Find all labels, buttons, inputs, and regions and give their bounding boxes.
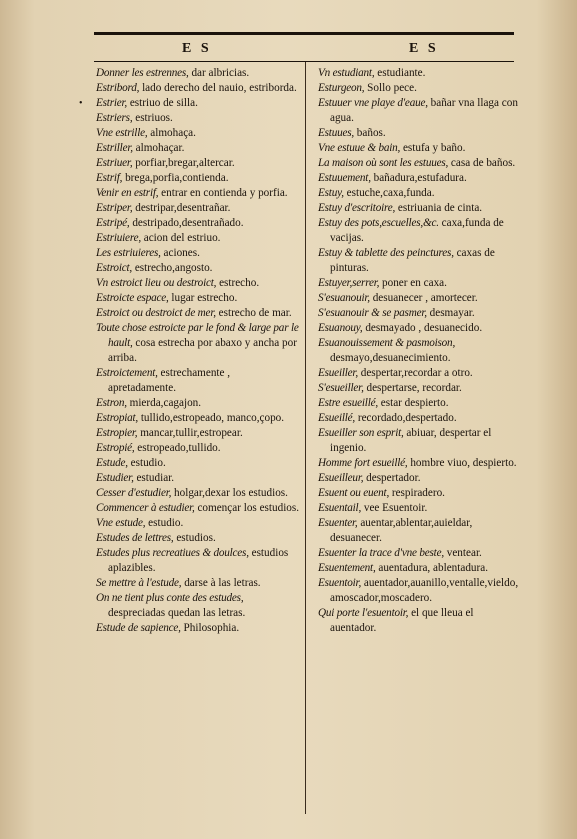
dictionary-entry: [96, 291, 300, 306]
french-term: Cesser d'estudier,: [96, 487, 172, 499]
spanish-definition: porfiar,bregar,altercar.: [135, 157, 235, 169]
spanish-definition: Philosophia.: [183, 622, 240, 634]
french-term: Estroictement,: [96, 367, 158, 379]
dictionary-entry: [318, 471, 520, 486]
spanish-definition: holgar,dexar los estudios.: [174, 487, 288, 499]
running-head-right: E S: [409, 41, 439, 56]
dictionary-entry: [318, 561, 520, 576]
dictionary-entry: [96, 171, 300, 186]
dictionary-entry: [96, 621, 300, 636]
french-term: Estuuement,: [318, 172, 371, 184]
dictionary-entry: [96, 126, 300, 141]
spanish-definition: recordado,despertado.: [357, 412, 457, 424]
spanish-definition: estriuania de cinta.: [397, 202, 483, 214]
spanish-definition: estudiar.: [136, 472, 175, 484]
dictionary-entry: [318, 126, 520, 141]
dictionary-entry: [96, 441, 300, 456]
french-term: Homme fort esueillé,: [318, 457, 408, 469]
french-term: Esueiller,: [318, 367, 358, 379]
french-term: Estuyer,serrer,: [318, 277, 380, 289]
french-term: Estron,: [96, 397, 127, 409]
dictionary-entry: [318, 66, 520, 81]
french-term: S'esueiller,: [318, 382, 364, 394]
spanish-definition: auentador,auanillo,ventalle,vieldo, amoscador,moscadero.: [330, 577, 519, 604]
french-term: Estroict,: [96, 262, 133, 274]
dictionary-entry: [318, 201, 520, 216]
dictionary-entry: [318, 396, 520, 411]
french-term: Estriuer,: [96, 157, 133, 169]
dictionary-entry: [318, 516, 520, 546]
spanish-definition: començar los estudios.: [197, 502, 300, 514]
spanish-definition: estudio.: [130, 457, 166, 469]
spanish-definition: estriuos.: [135, 112, 173, 124]
french-term: Donner les estrennes,: [96, 67, 189, 79]
dictionary-entry: [96, 456, 300, 471]
dictionary-entry: [96, 486, 300, 501]
dictionary-entry: [318, 576, 520, 606]
spanish-definition: despertador.: [366, 472, 421, 484]
spanish-definition: estrechamente , apretadamente.: [108, 367, 231, 394]
french-term: Esuentement,: [318, 562, 376, 574]
spanish-definition: caxa,funda de vacijas.: [330, 217, 504, 244]
spanish-definition: aciones.: [163, 247, 200, 259]
french-term: Estudier,: [96, 472, 134, 484]
dictionary-entry: [96, 366, 300, 396]
dictionary-entry: [318, 336, 520, 366]
french-term: Estudes plus recreatiues & doulces,: [96, 547, 249, 559]
spanish-definition: mierda,cagajon.: [129, 397, 202, 409]
dictionary-entry: [96, 156, 300, 171]
french-term: Esueiller son esprit,: [318, 427, 404, 439]
header-rule-top: [94, 32, 514, 35]
spanish-definition: estar despierto.: [380, 397, 449, 409]
french-term: Estriuiere,: [96, 232, 141, 244]
french-term: Estroict ou destroict de mer,: [96, 307, 216, 319]
dictionary-entry: [318, 606, 520, 636]
dictionary-entry: [96, 141, 300, 156]
spanish-definition: estropeado,tullido.: [137, 442, 221, 454]
french-term: La maison où sont les estuues,: [318, 157, 449, 169]
spanish-definition: el que lleua el auentador.: [330, 607, 474, 634]
dictionary-entry: [96, 81, 300, 96]
dictionary-entry: [318, 456, 520, 471]
french-term: Estude,: [96, 457, 128, 469]
french-term: Toute chose estroicte par le fond & large par le hault,: [96, 322, 299, 349]
spanish-definition: desmayado , desuanecido.: [365, 322, 483, 334]
dictionary-entry: [318, 501, 520, 516]
dictionary-entry: [318, 276, 520, 291]
spanish-definition: estudiante.: [377, 67, 426, 79]
dictionary-entry: [318, 321, 520, 336]
dictionary-entry: [318, 96, 520, 126]
spanish-definition: acion del estriuo.: [143, 232, 221, 244]
spanish-definition: despertarse, recordar.: [366, 382, 462, 394]
dictionary-entry: [96, 396, 300, 411]
french-term: Estuy & tablette des peinctures,: [318, 247, 454, 259]
dictionary-entry: [96, 501, 300, 516]
dictionary-entry: [96, 576, 300, 591]
spanish-definition: baños.: [356, 127, 386, 139]
spanish-definition: desuanecer , amortecer.: [372, 292, 478, 304]
dictionary-entry: [318, 156, 520, 171]
french-term: Estre esueillé,: [318, 397, 378, 409]
dictionary-entry: [318, 141, 520, 156]
french-term: Esuanouy,: [318, 322, 363, 334]
french-term: S'esuanouir,: [318, 292, 370, 304]
dictionary-entry: [96, 306, 300, 321]
spanish-definition: auentadura, ablentadura.: [378, 562, 489, 574]
french-term: Esuentail,: [318, 502, 362, 514]
spanish-definition: darse à las letras.: [184, 577, 261, 589]
french-term: Venir en estrif,: [96, 187, 159, 199]
spanish-definition: poner en caxa.: [382, 277, 447, 289]
spanish-definition: estrecho,angosto.: [134, 262, 213, 274]
dictionary-entry: [96, 321, 300, 366]
dictionary-entry: [96, 426, 300, 441]
spanish-definition: almohaça.: [150, 127, 196, 139]
french-term: Estuy,: [318, 187, 344, 199]
spanish-definition: entrar en contienda y porfia.: [161, 187, 288, 199]
spanish-definition: almohaçar.: [135, 142, 185, 154]
dictionary-entry: [96, 516, 300, 531]
header-rule-bottom: [94, 61, 514, 62]
dictionary-entry: [96, 111, 300, 126]
french-term: Esuentoir,: [318, 577, 362, 589]
dictionary-entry: [318, 426, 520, 456]
spanish-definition: estuche,caxa,funda.: [346, 187, 435, 199]
dictionary-entry: [318, 291, 520, 306]
spanish-definition: mancar,tullir,estropear.: [140, 427, 243, 439]
spanish-definition: estrecho.: [219, 277, 260, 289]
french-term: Estropié,: [96, 442, 135, 454]
spanish-definition: brega,porfia,contienda.: [125, 172, 229, 184]
french-term: Esuenter,: [318, 517, 358, 529]
spanish-definition: despertar,recordar a otro.: [360, 367, 473, 379]
right-column: [318, 66, 520, 636]
spanish-definition: Sollo pece.: [367, 82, 417, 94]
french-term: Se mettre à l'estude,: [96, 577, 182, 589]
french-term: Estroicte espace,: [96, 292, 169, 304]
dictionary-entry: [96, 276, 300, 291]
spanish-definition: casa de baños.: [450, 157, 516, 169]
french-term: Estrier,: [96, 97, 128, 109]
dictionary-entry: [318, 246, 520, 276]
french-term: Estude de sapience,: [96, 622, 181, 634]
spanish-definition: bañar vna llaga con agua.: [330, 97, 518, 124]
dictionary-entry: [318, 216, 520, 246]
spanish-definition: estrecho de mar.: [218, 307, 292, 319]
french-term: Estuuer vne playe d'eaue,: [318, 97, 428, 109]
dictionary-entry: [96, 531, 300, 546]
french-term: Esuenter la trace d'vne beste,: [318, 547, 444, 559]
dictionary-entry: [318, 546, 520, 561]
running-head-left: E S: [182, 41, 212, 56]
dictionary-entry: [96, 216, 300, 231]
dictionary-entry: [318, 81, 520, 96]
spanish-definition: respiradero.: [391, 487, 445, 499]
french-term: Vne estrille,: [96, 127, 148, 139]
dictionary-entry: [318, 486, 520, 501]
french-term: Les estriuieres,: [96, 247, 161, 259]
spanish-definition: vee Esuentoir.: [363, 502, 428, 514]
dictionary-entry: [318, 306, 520, 321]
dictionary-entry: [96, 66, 300, 81]
french-term: Esuanouissement & pasmoison,: [318, 337, 456, 349]
french-term: Esueillé,: [318, 412, 356, 424]
french-term: Esturgeon,: [318, 82, 365, 94]
dictionary-entry: [96, 471, 300, 486]
dictionary-entry: [318, 411, 520, 426]
french-term: Estripé,: [96, 217, 130, 229]
spanish-definition: estudio.: [148, 517, 184, 529]
dictionary-entry: [96, 186, 300, 201]
dictionary-entry: [318, 186, 520, 201]
dictionary-entry: [96, 246, 300, 261]
french-term: Estropier,: [96, 427, 138, 439]
spanish-definition: lado derecho del nauio, estriborda.: [142, 82, 297, 94]
left-column: [96, 66, 300, 636]
french-term: Estribord,: [96, 82, 140, 94]
spanish-definition: hombre viuo, despierto.: [410, 457, 517, 469]
spanish-definition: desmayar.: [429, 307, 475, 319]
spanish-definition: bañadura,estufadura.: [373, 172, 467, 184]
dictionary-entry: [96, 546, 300, 576]
spanish-definition: dar albricias.: [191, 67, 250, 79]
french-term: Estrif,: [96, 172, 123, 184]
spanish-definition: estudios aplazibles.: [108, 547, 289, 574]
french-term: On ne tient plus conte des estudes,: [96, 592, 244, 604]
spanish-definition: desmayo,desuanecimiento.: [330, 352, 451, 364]
spanish-definition: lugar estrecho.: [171, 292, 238, 304]
french-term: Estuy des pots,escuelles,&c.: [318, 217, 439, 229]
french-term: Estuues,: [318, 127, 354, 139]
spanish-definition: abiuar, despertar el ingenio.: [330, 427, 492, 454]
spanish-definition: tullido,estropeado, manco,çopo.: [140, 412, 285, 424]
dictionary-entry: [96, 591, 300, 621]
dictionary-entry: [318, 366, 520, 381]
french-term: S'esuanouir & se pasmer,: [318, 307, 427, 319]
french-term: Estriper,: [96, 202, 133, 214]
french-term: Vn estroict lieu ou destroict,: [96, 277, 217, 289]
french-term: Esueilleur,: [318, 472, 364, 484]
spanish-definition: caxas de pinturas.: [330, 247, 495, 274]
margin-mark: •: [79, 98, 83, 109]
spanish-definition: despreciadas quedan las letras.: [108, 607, 246, 619]
spanish-definition: estufa y baño.: [402, 142, 466, 154]
dictionary-entry: [318, 381, 520, 396]
french-term: Vne estuue & bain,: [318, 142, 401, 154]
spanish-definition: estudios.: [176, 532, 216, 544]
french-term: Estriers,: [96, 112, 133, 124]
dictionary-entry: [96, 411, 300, 426]
spanish-definition: estriuo de silla.: [129, 97, 198, 109]
french-term: Estriller,: [96, 142, 133, 154]
french-term: Vn estudiant,: [318, 67, 375, 79]
dictionary-entry: [96, 231, 300, 246]
french-term: Qui porte l'esuentoir,: [318, 607, 409, 619]
spanish-definition: auentar,ablentar,auieldar, desuanecer.: [330, 517, 473, 544]
french-term: Esuent ou euent,: [318, 487, 390, 499]
spanish-definition: ventear.: [446, 547, 482, 559]
dictionary-entry: [96, 261, 300, 276]
french-term: Commencer à estudier,: [96, 502, 195, 514]
french-term: Estudes de lettres,: [96, 532, 174, 544]
french-term: Estropiat,: [96, 412, 139, 424]
dictionary-entry: [96, 96, 300, 111]
spanish-definition: destripar,desentrañar.: [135, 202, 231, 214]
dictionary-entry: [318, 171, 520, 186]
column-divider: [305, 62, 306, 814]
spanish-definition: cosa estrecha por abaxo y ancha por arriba.: [108, 337, 297, 364]
french-term: Vne estude,: [96, 517, 146, 529]
dictionary-entry: [96, 201, 300, 216]
french-term: Estuy d'escritoire,: [318, 202, 396, 214]
spanish-definition: destripado,desentrañado.: [132, 217, 244, 229]
